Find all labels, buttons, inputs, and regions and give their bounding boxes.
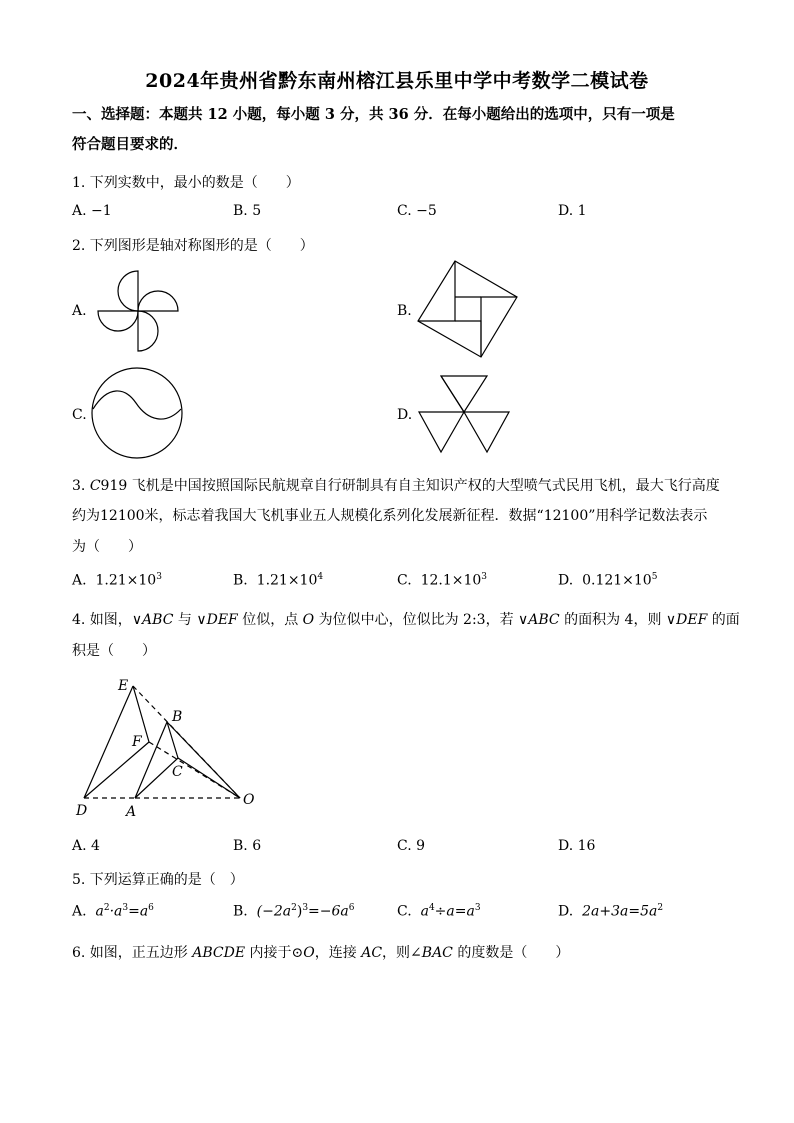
q4-point-c: C	[172, 764, 183, 780]
q4-point-a: A	[126, 804, 137, 820]
q6-stem: 6. 如图，正五边形 ABCDE 内接于⊙O，连接 AC，则∠BAC 的度数是（ ）	[72, 945, 570, 961]
section-heading	[72, 100, 732, 160]
q4-line2: 积是（ ）	[72, 643, 156, 659]
q1-stem: 1. 下列实数中，最小的数是（ ）	[72, 175, 300, 191]
q3-option-b: B. $1.21\times 10^4$	[233, 572, 324, 589]
section-heading-line2: 符合题目要求的．	[72, 136, 188, 153]
q1-option-d: D. 1	[558, 203, 587, 219]
page-title: 2024年贵州省黔东南州榕江县乐里中学中考数学二模试卷	[145, 70, 649, 92]
q3-line2: 约为12100米，标志着我国大飞机事业五人规模化系列化发展新征程．数据“12100”用科学记数法表示	[72, 508, 708, 524]
q4-option-d: D. 16	[558, 838, 596, 854]
q2-figure-triangles	[415, 372, 515, 458]
q5-option-c: C. $a^4\div a=a^3$	[397, 903, 481, 920]
q2-stem: 2. 下列图形是轴对称图形的是（ ）	[72, 238, 314, 254]
q5-option-b: B. $(-2a^2)^3=-6a^6$	[233, 903, 355, 920]
q3-line1: 3. C919 飞机是中国按照国际民航规章自行研制具有自主知识产权的大型喷气式民用飞机，最大飞行高度	[72, 478, 720, 494]
q2-label-a: A.	[72, 303, 87, 319]
q5-stem: 5. 下列运算正确的是（ ）	[72, 872, 244, 888]
q3-line3: 为（ ）	[72, 539, 142, 555]
q1-option-c: C. −5	[397, 203, 437, 219]
q2-label-b: B.	[397, 303, 412, 319]
q4-line1: 4. 如图，∨ABC 与 ∨DEF 位似，点 O 为位似中心，位似比为 2:3，若 ∨ABC 的面积为 4，则 ∨DEF 的面	[72, 612, 740, 628]
q2-figure-square-pattern	[415, 259, 521, 359]
q4-option-a: A. 4	[72, 838, 100, 854]
q2-label-d: D.	[397, 407, 413, 423]
q3-option-c: C. $12.1\times 10^3$	[397, 572, 488, 589]
q5-option-a: A. $a^2\cdot a^3=a^6$	[72, 903, 154, 920]
q2-figure-pinwheel	[90, 263, 190, 357]
q3-option-d: D. $0.121\times 10^5$	[558, 572, 658, 589]
q4-option-b: B. 6	[233, 838, 262, 854]
q4-figure-homothety	[70, 672, 270, 822]
section-heading-line1: 一、选择题：本题共 12 小题，每小题 3 分，共 36 分．在每小题给出的选项中，只有一项是	[72, 106, 675, 123]
q1-option-b: B. 5	[233, 203, 262, 219]
q1-option-a: A. −1	[72, 203, 112, 219]
q2-figure-yinyang	[90, 367, 190, 461]
q4-point-e: E	[118, 678, 129, 694]
q4-point-b: B	[172, 709, 183, 725]
q3-option-a: A. $1.21\times 10^3$	[72, 572, 162, 589]
q5-option-d: D. $2a+3a=5a^2$	[558, 903, 664, 920]
q2-label-c: C.	[72, 407, 87, 423]
q4-point-d: D	[76, 803, 88, 819]
q4-option-c: C. 9	[397, 838, 426, 854]
q4-point-o: O	[243, 792, 255, 808]
q4-point-f: F	[132, 734, 142, 750]
